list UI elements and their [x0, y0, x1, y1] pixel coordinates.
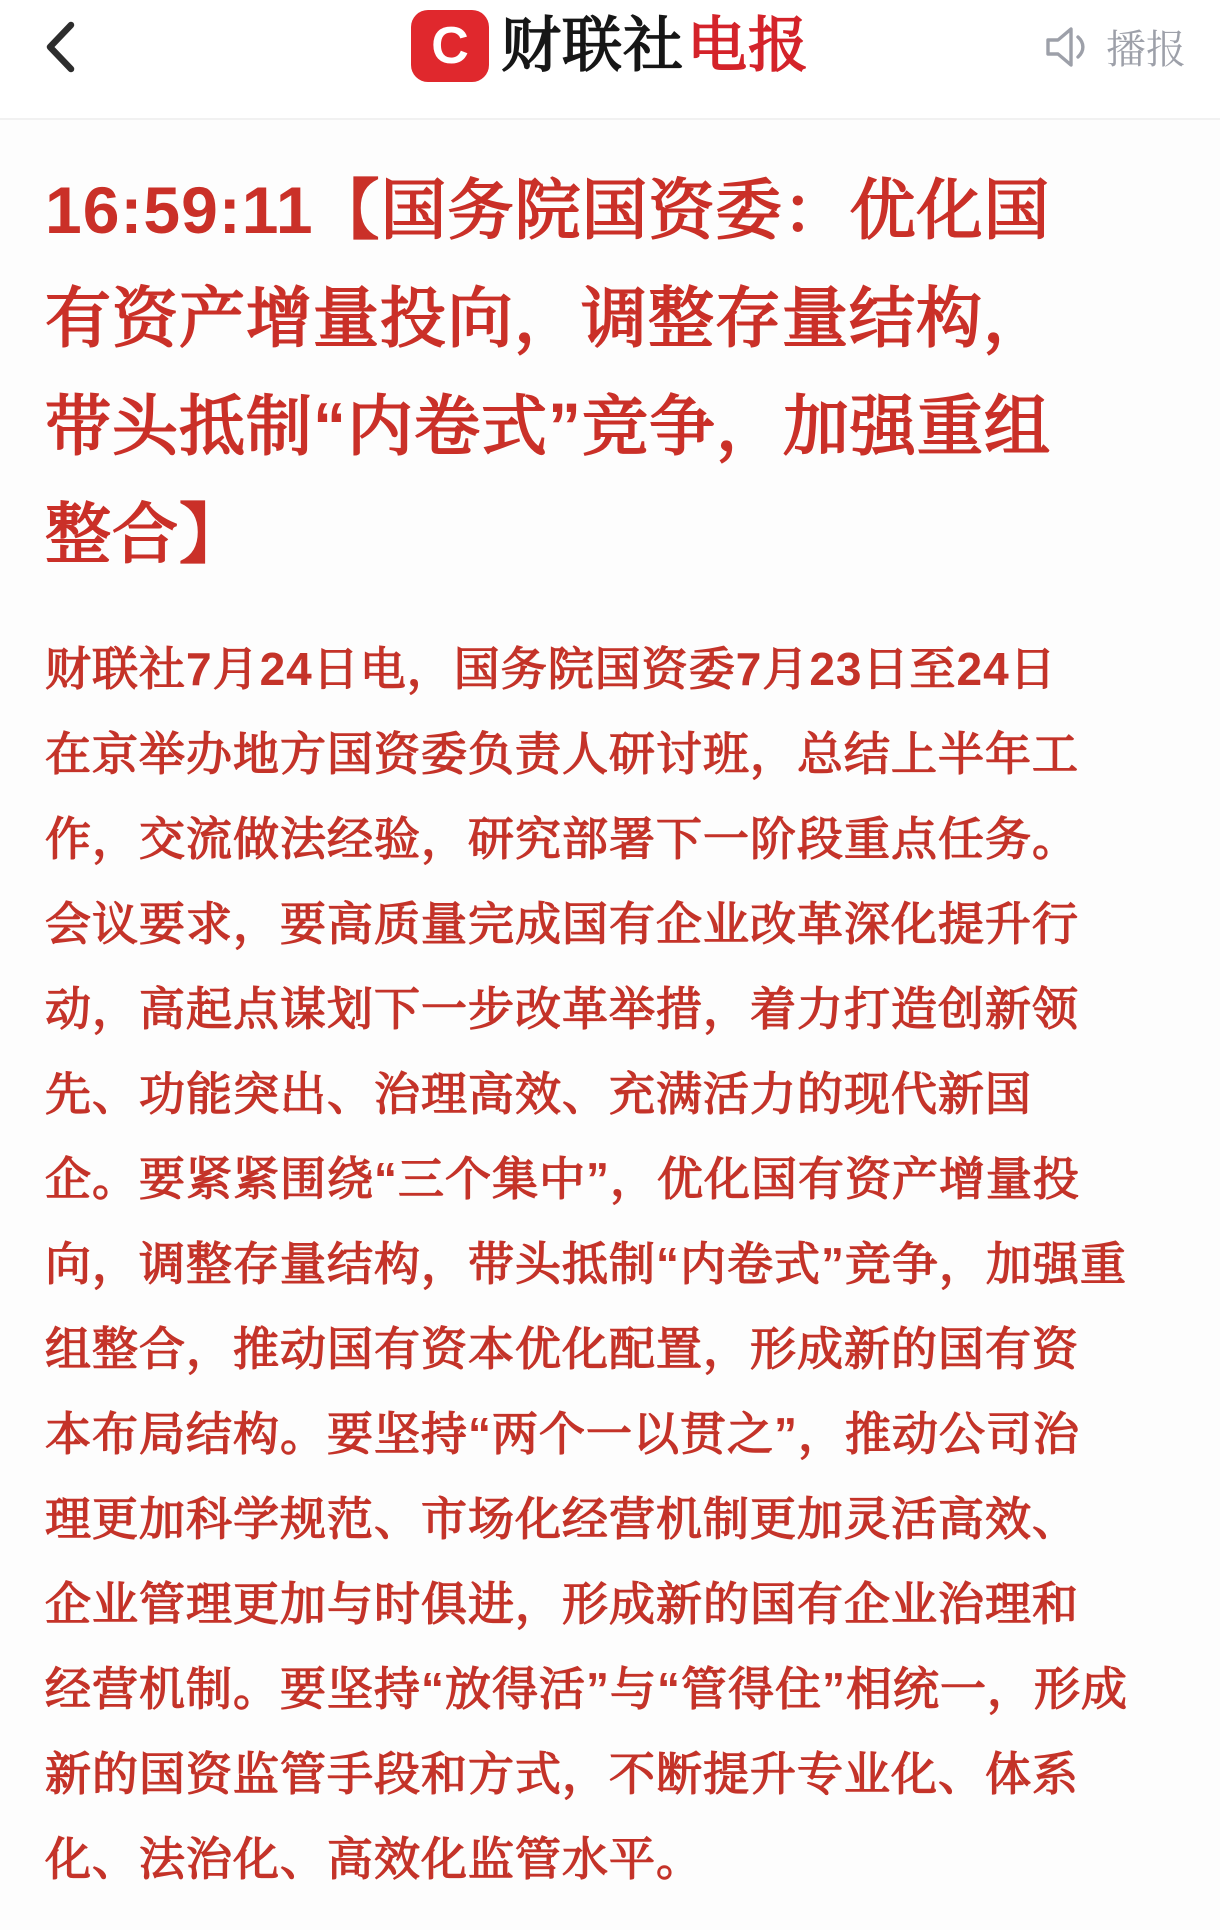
back-button[interactable] — [42, 20, 86, 78]
brand-name-red: 电报 — [687, 12, 809, 79]
body-line: 会议要求，要高质量完成国有企业改革深化提升行 — [45, 898, 1079, 950]
article-title — [45, 156, 1175, 588]
body-line: 经营机制。要坚持“放得活”与“管得住”相统一，形成 — [45, 1663, 1128, 1715]
title-line: 有资产增量投向，调整存量结构， — [45, 281, 1050, 355]
chevron-left-icon — [42, 19, 78, 80]
brand-logo — [411, 10, 809, 82]
body-line: 企业管理更加与时俱进，形成新的国有企业治理和 — [45, 1578, 1079, 1630]
broadcast-button[interactable] — [1043, 24, 1186, 75]
logo-badge-icon: C — [411, 10, 489, 82]
brand-name — [501, 12, 809, 79]
body-line: 组整合，推动国有资本优化配置，形成新的国有资 — [45, 1323, 1079, 1375]
body-line: 向，调整存量结构，带头抵制“内卷式”竞争，加强重 — [45, 1238, 1127, 1290]
body-line: 财联社7月24日电，国务院国资委7月23日至24日 — [45, 643, 1057, 695]
body-line: 化、法治化、高效化监管水平。 — [45, 1833, 703, 1885]
body-line: 新的国资监管手段和方式，不断提升专业化、体系 — [45, 1748, 1079, 1800]
brand-name-black: 财联社 — [501, 12, 684, 79]
header-bar — [0, 0, 1220, 120]
speaker-icon — [1043, 24, 1093, 75]
body-line: 作，交流做法经验，研究部署下一阶段重点任务。 — [45, 813, 1079, 865]
body-line: 在京举办地方国资委负责人研讨班，总结上半年工 — [45, 728, 1079, 780]
body-line: 理更加科学规范、市场化经营机制更加灵活高效、 — [45, 1493, 1079, 1545]
body-line: 动，高起点谋划下一步改革举措，着力打造创新领 — [45, 983, 1079, 1035]
title-line: 整合】 — [45, 497, 246, 571]
article-page — [0, 120, 1220, 1902]
title-line: 16:59:11【国务院国资委：优化国 — [45, 173, 1051, 247]
title-line: 带头抵制“内卷式”竞争，加强重组 — [45, 389, 1051, 463]
article-body — [45, 627, 1175, 1902]
broadcast-label: 播报 — [1106, 27, 1186, 72]
body-line: 本布局结构。要坚持“两个一以贯之”，推动公司治 — [45, 1408, 1080, 1460]
body-line: 企。要紧紧围绕“三个集中”，优化国有资产增量投 — [45, 1153, 1080, 1205]
body-line: 先、功能突出、治理高效、充满活力的现代新国 — [45, 1068, 1032, 1120]
